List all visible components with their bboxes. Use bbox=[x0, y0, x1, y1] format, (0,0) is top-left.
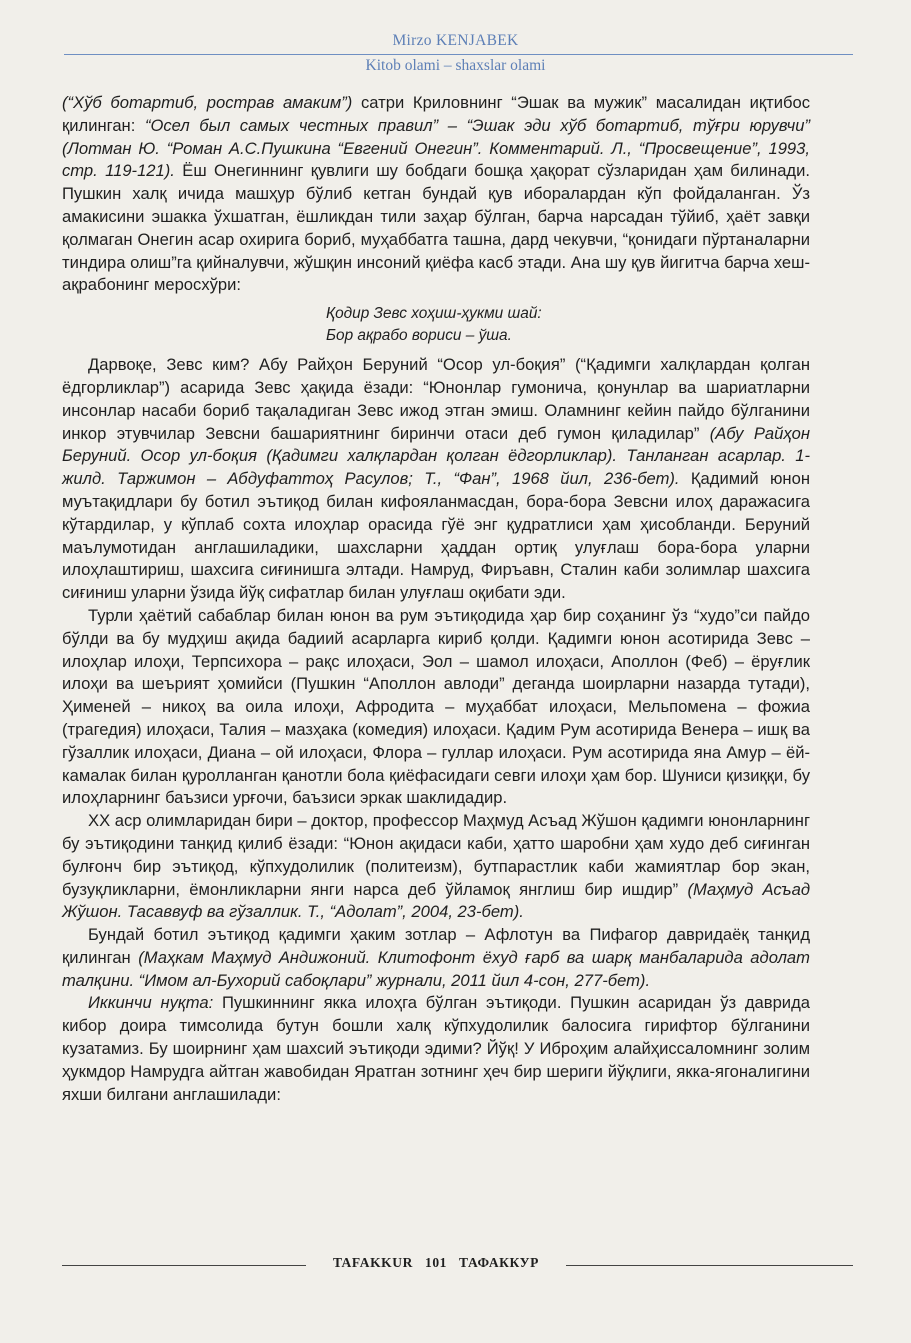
verse-line-2: Бор ақрабо вориси – ўша. bbox=[326, 327, 512, 345]
footer-rule-left bbox=[62, 1265, 306, 1266]
header-author: Mirzo KENJABEK bbox=[392, 32, 519, 49]
paragraph-6 bbox=[62, 992, 810, 1106]
quote-italic: (“Хўб ботартиб, рострав амаким”) bbox=[62, 93, 353, 112]
verse-quote bbox=[326, 303, 810, 347]
citation-italic: (Абу Райҳон Беруний. Осор ул-боқия (Қадимги халқлардан қолган ёдгорликлар). Танланган асарлар. 1-жилд. Таржимон – Абдуфаттоҳ Расулов; Т., “Фан”, 1968 йил, 236-бет). bbox=[62, 423, 810, 489]
footer-text bbox=[316, 1255, 556, 1271]
paragraph-text: ХХ аср олимларидан бири – доктор, профессор Маҳмуд Асъад Жўшон қадимги юнонларнинг бу эътиқодини танқид қилиб ёзади: “Юнон ақидаси каби, ҳатто шаробни ҳам худо деб сиғинган булғонч бир эътиқод, кўпхудолилик (политеизм), бутпарастлик каби жамиятлар бор экан, бузуқликларни, ёмонликларни янги нарса деб ўйламоқ янглиш бир ишдир” bbox=[62, 811, 810, 899]
paragraph-1 bbox=[62, 92, 810, 297]
paragraph-text: Ёш Онегиннинг қувлиги шу бобдаги бошқа ҳақорат сўзларидан ҳам билинади. Пушкин халқ ичида машҳур бўлиб кетган бундай қув иборалардан кўп фойдаланган. Ўз амакисини эшакка ўхшатган, ёшликдан тили заҳар бўлган, барча нарсадан тўйиб, ҳаёт завқи қолмаган Онегин асар охирига бориб, муҳаббатга ташна, дард чекувчи, “қонидаги пўртаналарни тиндира олиш”га қийналувчи, жўшқин инсоний қиёфа касб этади. Ана шу қув йигитча барча хеш-ақрабонинг меросхўри: bbox=[62, 161, 810, 295]
paragraph-text: Қадимий юнон муътақидлари бу ботил эътиқод билан кифояланмасдан, бора-бора Зевсни илоҳ даражасига кўтардилар, у кўплаб сохта илоҳлар орасида гўё энг қудратлиси ҳам ҳисобланди. Беруний маълумотидан англашиладики, шахсларни ҳаддан ортиқ улуғлаш бора-бора уларни илоҳлаштириш, шахсига сиғинишга элтади. Намруд, Фиръавн, Сталин каби золимлар шахсига сиғиниш уларни ўзида йўқ сифатлар билан улуғлаш оқибати эди. bbox=[62, 469, 810, 603]
paragraph-text: сатри Криловнинг “Эшак ва мужик” масалидан иқтибос қилинган: bbox=[62, 93, 810, 135]
paragraph-text: Дарвоқе, Зевс ким? Абу Райҳон Беруний “Осор ул-боқия” (“Қадимги халқлардан қолган ёдгорликлар”) асарида Зевс ҳақида ёзади: “Юнонлар гумонича, қонунлар ва шариатларни инсонлар насаби бориб тақаладиган Зевс ижод этган эмиш. Оламнинг кейин пайдо бўлганини инкор этувчилар Зевсни башариятнинг биринчи отаси деб гумон қиладилар” bbox=[62, 355, 810, 443]
paragraph-5 bbox=[62, 924, 810, 992]
footer-rule-right bbox=[566, 1265, 853, 1266]
article-body bbox=[62, 92, 810, 1106]
header-rule bbox=[64, 54, 853, 55]
footer-journal-cyrillic: ТАФАККУР bbox=[459, 1255, 540, 1270]
footer-journal-latin: TAFAKKUR bbox=[332, 1255, 413, 1270]
header-section-title: Kitob olami – shaxslar olami bbox=[365, 57, 546, 74]
running-footer bbox=[0, 1255, 911, 1279]
citation-italic: (Маҳкам Маҳмуд Андижоний. Клитофонт ёхуд ғарб ва шарқ манбаларида адолат талқини. “Имом ал-Бухорий сабоқлари” журнали, 2011 йил 4-сон, 277-бет). bbox=[62, 947, 810, 990]
lead-in-italic: Иккинчи нуқта: bbox=[88, 993, 214, 1013]
verse-line-1: Қодир Зевс хоҳиш-ҳукми шай: bbox=[326, 305, 542, 323]
paragraph-text: Бундай ботил эътиқод қадимги ҳаким зотлар – Афлотун ва Пифагор давридаёқ танқид қилинган bbox=[62, 925, 810, 967]
citation-italic: (Маҳмуд Асъад Жўшон. Тасаввуф ва гўзаллик. Т., “Адолат”, 2004, 23-бет). bbox=[62, 879, 810, 922]
paragraph-2 bbox=[62, 354, 810, 605]
paragraph-text: Пушкиннинг якка илоҳга бўлган эътиқоди. Пушкин асаридан ўз даврида кибор доира тимсолида бутун бошли халқ кўпхудолилик балосига гирифтор бўлганини кузатамиз. Бу шоирнинг ҳам шахсий эътиқоди эдими? Йўқ! У Иброҳим алайҳиссаломнинг золим ҳукмдор Намрудга айтган жавобидан Яратган зотнинг ҳеч бир шериги йўқлиги, якка-ягоналигини яхши билгани англашилади: bbox=[62, 993, 810, 1104]
citation-italic: “Осел был самых честных правил” – “Эшак эди хўб ботартиб, тўғри юрувчи” (Лотман Ю. “Роман А.С.Пушкина “Евгений Онегин”. Комментарий. Л., “Просвещение”, 1993, стр. 119-121). bbox=[62, 115, 810, 181]
page-number: 101 bbox=[424, 1255, 448, 1270]
paragraph-4 bbox=[62, 810, 810, 924]
paragraph-3: Турли ҳаётий сабаблар билан юнон ва рум эътиқодида ҳар бир соҳанинг ўз “худо”си пайдо бўлди ва бу мудҳиш ақида бадиий асарларга кириб қолди. Қадимги юнон асотирида Зевс – илоҳлар илоҳи, Терпсихора – рақс илоҳаси, Эол – шамол илоҳаси, Аполлон (Феб) – ёруғлик илоҳи ва шеърият ҳомийси (Пушкин “Аполлон авлоди” деганда шоирларни назарда тутади), Ҳименей – никоҳ ва оила илоҳи, Афродита – муҳаббат илоҳаси, Мельпомена – фожиа (трагедия) илоҳаси, Талия – мазҳака (комедия) илоҳаси. Қадим Рум асотирида Венера – ишқ ва гўзаллик илоҳаси, Диана – ой илоҳаси, Флора – гуллар илоҳаси. Рум асотирида яна Амур – ёй-камалак билан қуролланган қанотли бола қиёфасидаги севги илоҳи ҳам бор. Шуниси қизиққи, бу илоҳларнинг баъзиси урғочи, баъзиси эркак шаклидадир. bbox=[62, 605, 810, 808]
